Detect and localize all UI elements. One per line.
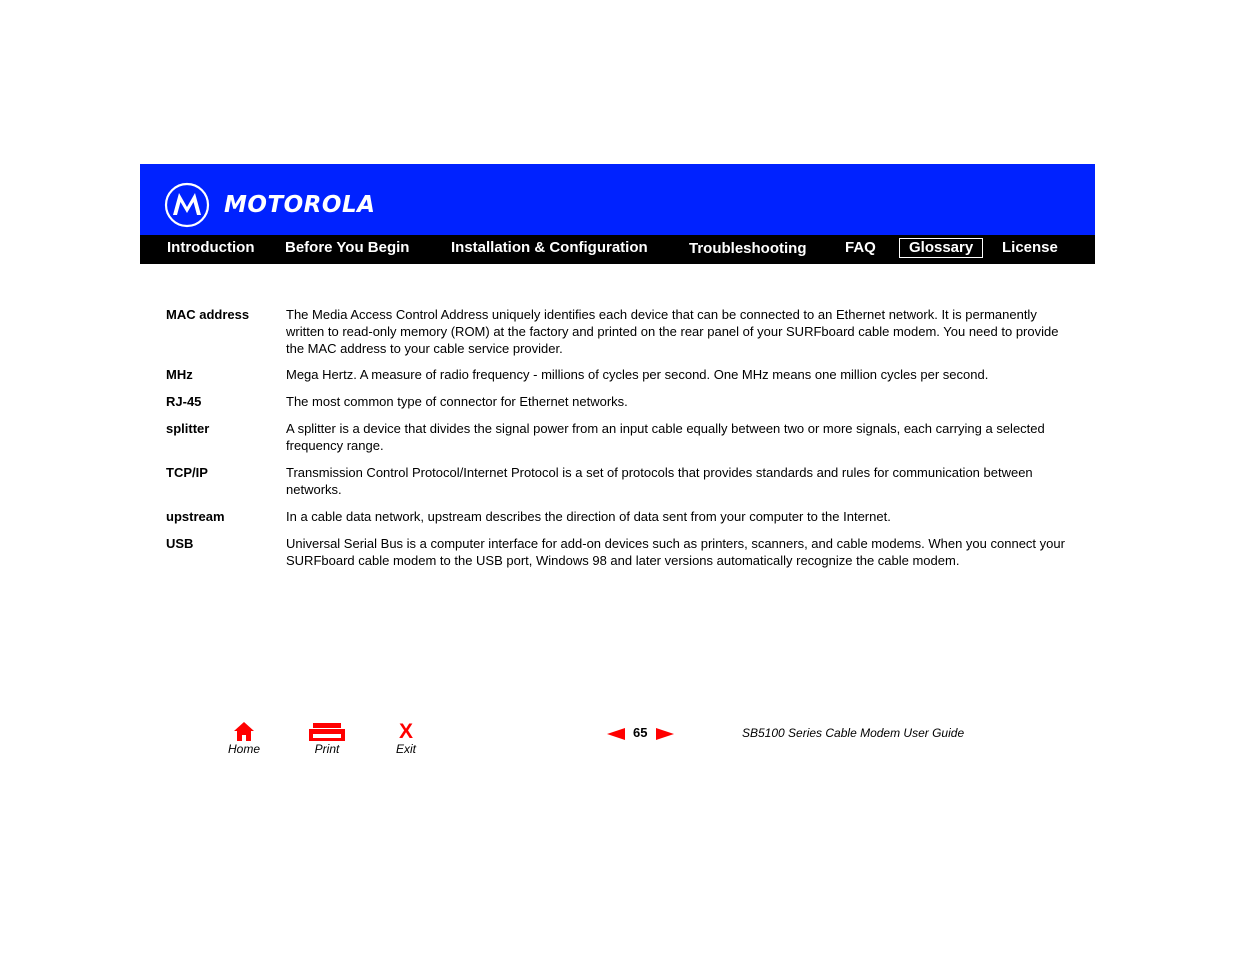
exit-label: Exit (395, 742, 416, 756)
brand-wordmark: MOTOROLA (224, 192, 376, 218)
home-icon (233, 721, 255, 742)
glossary-term: MHz (166, 367, 193, 382)
glossary-term: USB (166, 536, 194, 551)
nav-introduction[interactable]: Introduction (167, 239, 255, 256)
exit-x-icon: X (398, 720, 413, 743)
glossary-definition: The most common type of connector for Ethernet networks. (286, 394, 628, 409)
glossary-definition: The Media Access Control Address uniquely identifies each device that can be connected to an Ethernet network. It is permanently written to read-only memory (ROM) at the factory and printed on the rear panel of your SURFboard cable modem. You need to provide the MAC address to your cable service provider. (286, 307, 1059, 356)
glossary-term: splitter (166, 421, 210, 436)
glossary-term: MAC address (166, 307, 250, 322)
glossary-term: TCP/IP (166, 465, 208, 480)
previous-page-arrow-icon[interactable] (607, 728, 625, 740)
glossary-definition: Universal Serial Bus is a computer interface for add-on devices such as printers, scanners, and cable modems. When you connect your SURFboard cable modem to the USB port, Windows 98 and later versions automatically recognize the cable modem. (286, 536, 1065, 568)
nav-faq[interactable]: FAQ (845, 239, 876, 256)
glossary-definition: Mega Hertz. A measure of radio frequency - millions of cycles per second. One MHz means one million cycles per second. (286, 367, 989, 382)
nav-license[interactable]: License (1002, 239, 1058, 256)
glossary-definition: In a cable data network, upstream describes the direction of data sent from your computer to the Internet. (286, 509, 891, 524)
exit-button[interactable] (390, 722, 422, 756)
nav-troubleshooting[interactable]: Troubleshooting (689, 240, 807, 257)
brand-header (140, 164, 1095, 235)
nav-installation-configuration[interactable]: Installation & Configuration (451, 239, 648, 256)
home-label: Home (227, 742, 260, 756)
home-button[interactable] (224, 721, 264, 756)
printer-icon (309, 723, 345, 742)
nav-before-you-begin[interactable]: Before You Begin (285, 239, 410, 256)
next-page-arrow-icon[interactable] (656, 728, 674, 740)
main-nav (140, 235, 1095, 264)
glossary-term: upstream (166, 509, 225, 524)
print-button[interactable] (306, 723, 348, 756)
motorola-logo-icon (164, 182, 210, 228)
glossary-definition: A splitter is a device that divides the signal power from an input cable equally between two or more signals, each carrying a selected frequency range. (286, 421, 1045, 453)
print-label: Print (314, 742, 340, 756)
guide-title: SB5100 Series Cable Modem User Guide (742, 726, 965, 740)
page-number: 65 (633, 725, 648, 740)
glossary-definition: Transmission Control Protocol/Internet Protocol is a set of protocols that provides standards and rules for communication between networks. (286, 465, 1033, 497)
glossary-term: RJ-45 (166, 394, 202, 409)
nav-glossary[interactable]: Glossary (899, 238, 983, 258)
